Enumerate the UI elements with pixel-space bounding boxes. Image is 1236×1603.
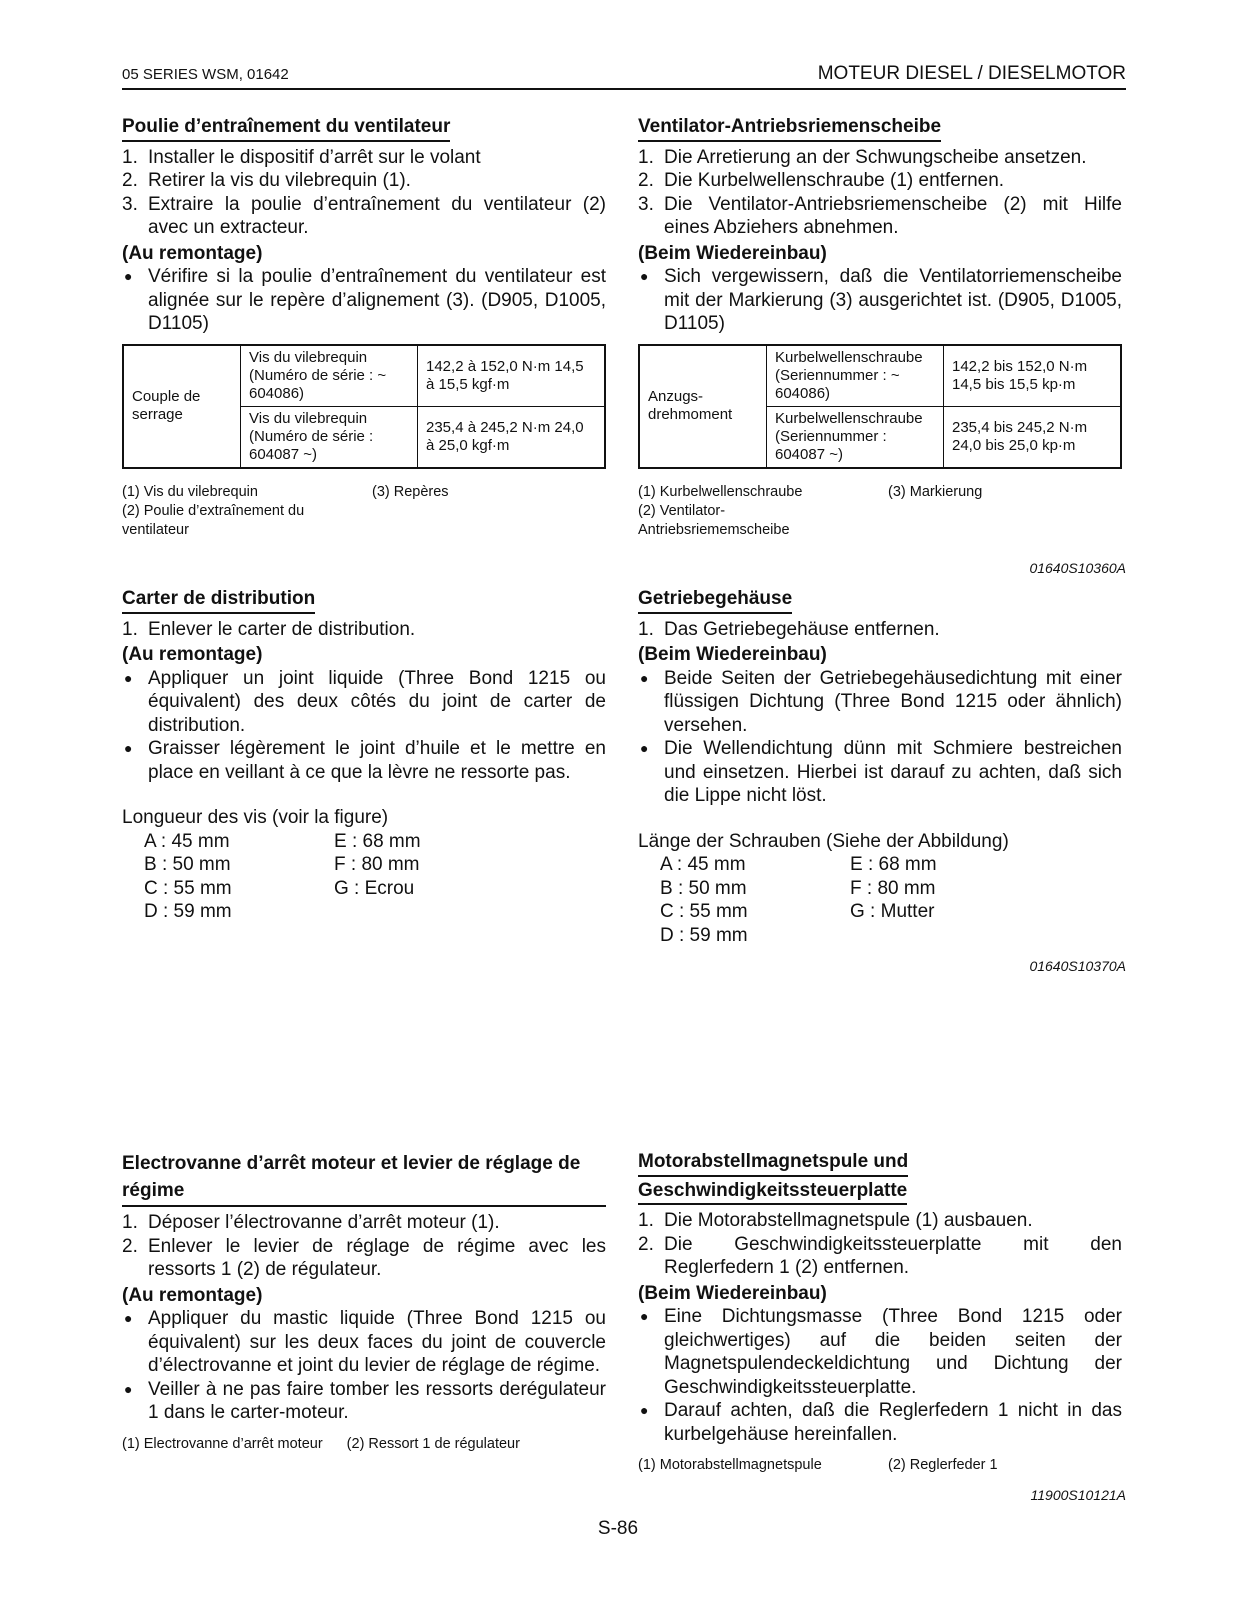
- section-title: Carter de distribution: [122, 587, 315, 614]
- list-item: 1. Die Motorabstellmagnetspule (1) ausbauen.: [638, 1210, 1033, 1231]
- section-fan-pulley-fr: [122, 115, 606, 540]
- figure-legend: (1) Vis du vilebrequin (2) Poulie d’extraînement du ventilateur (3) Repères: [122, 483, 449, 538]
- list-item: ● Graisser légèrement le joint d’huile et le mettre en place en veillant à ce que la lèvre ne ressorte pas.: [122, 737, 606, 784]
- length-list: A : 45 mm E : 68 mm B : 50 mm F : 80 mm C : 55 mm G : Mutter D : 59 mm: [660, 854, 937, 946]
- subheading: (Beim Wiedereinbau): [638, 1282, 827, 1304]
- list-item: 3. Die Ventilator-Antriebsriemenscheibe (2) mit Hilfe eines Abziehers abnehmen.: [638, 193, 1122, 238]
- reference-code: 01640S10360A: [1029, 560, 1126, 576]
- section-title: Motorabstellmagnetspule und: [638, 1150, 908, 1177]
- section-title: Ventilator-Antriebsriemenscheibe: [638, 115, 941, 142]
- length-title: Länge der Schrauben (Siehe der Abbildung): [638, 830, 1009, 852]
- list-item: 3. Extraire la poulie d’entraînement du ventilateur (2) avec un extracteur.: [122, 193, 606, 238]
- list-item: 1. Das Getriebegehäuse entfernen.: [638, 618, 940, 640]
- list-item: 2. Die Kurbelwellenschraube (1) entfernen.: [638, 170, 1005, 191]
- length-list: A : 45 mm E : 68 mm B : 50 mm F : 80 mm C : 55 mm G : Ecrou D : 59 mm: [144, 830, 421, 922]
- subheading: (Beim Wiedereinbau): [638, 644, 827, 665]
- section-stop-solenoid-de: [638, 1150, 1122, 1475]
- list-item: ● Vérifire si la poulie d’entraînement du ventilateur est alignée sur le repère d’alignement (3). (D905, D1005, D1105): [122, 265, 606, 336]
- section-title: Electrovanne d’arrêt moteur et levier de réglage de régime: [122, 1150, 606, 1207]
- subheading: (Au remontage): [122, 1284, 263, 1306]
- subheading: (Au remontage): [122, 242, 263, 264]
- list-item: 1. Enlever le carter de distribution.: [122, 618, 416, 640]
- list-item: 1. Installer le dispositif d’arrêt sur le volant: [122, 146, 481, 168]
- list-item: ● Die Wellendichtung dünn mit Schmiere bestreichen und einsetzen. Hierbei ist darauf zu achten, daß sich die Lippe nicht löst.: [638, 737, 1122, 808]
- list-item: ● Eine Dichtungsmasse (Three Bond 1215 oder gleichwertiges) auf die beiden seiten der Magnetspulendeckeldichtung und Dichtung der Geschwindigkeitssteuerplatte.: [638, 1305, 1122, 1399]
- section-timing-case-fr: [122, 587, 606, 924]
- header-left: 05 SERIES WSM, 01642: [122, 66, 289, 83]
- figure-legend: (1) Kurbelwellenschraube (2) Ventilator-Antriebsriememscheibe (3) Markierung: [638, 483, 983, 538]
- section-title-line2: Geschwindigkeitssteuerplatte: [638, 1179, 907, 1206]
- list-item: ● Appliquer du mastic liquide (Three Bond 1215 ou équivalent) sur les deux faces du joint de couvercle d’électrovanne et joint du levier de réglage de régime.: [122, 1307, 606, 1378]
- list-item: 2. Retirer la vis du vilebrequin (1).: [122, 170, 411, 191]
- header-right: MOTEUR DIESEL / DIESELMOTOR: [817, 63, 1126, 84]
- reference-code: 01640S10370A: [1029, 958, 1126, 974]
- section-stop-solenoid-fr: [122, 1150, 606, 1454]
- section-timing-case-de: [638, 587, 1122, 947]
- section-title: Poulie d’entraînement du ventilateur: [122, 115, 450, 142]
- torque-table: Couple de serrage Vis du vilebrequin (Numéro de série : ~ 604086) 142,2 à 152,0 N·m 14,5 à 15,5 kgf·m Vis du vilebrequin (Numéro de série : 604087 ~) 235,4 à 245,2 N·m 24,0 à 25,0 kgf·m: [122, 344, 606, 469]
- figure-legend: (1) Motorabstellmagnetspule (2) Reglerfeder 1: [638, 1457, 998, 1473]
- reference-code: 11900S10121A: [1030, 1487, 1126, 1503]
- list-item: ● Beide Seiten der Getriebegehäusedichtung mit einer flüssigen Dichtung (Three Bond 1215 oder ähnlich) versehen.: [638, 667, 1122, 738]
- list-item: 1. Déposer l’électrovanne d’arrêt moteur (1).: [122, 1212, 500, 1233]
- torque-table: Anzugs-drehmoment Kurbelwellenschraube (Seriennummer : ~ 604086) 142,2 bis 152,0 N·m 14,5 bis 15,5 kp·m Kurbelwellenschraube (Seriennummer : 604087 ~) 235,4 bis 245,2 N·m 24,0 bis 25,0 kp·m: [638, 344, 1122, 469]
- list-item: ● Veiller à ne pas faire tomber les ressorts derégulateur 1 dans le carter-moteur.: [122, 1378, 606, 1425]
- list-item: 2. Enlever le levier de réglage de régime avec les ressorts 1 (2) de régulateur.: [122, 1235, 606, 1280]
- length-title: Longueur des vis (voir la figure): [122, 807, 389, 828]
- list-item: ● Sich vergewissern, daß die Ventilatorriemenscheibe mit der Markierung (3) ausgerichtet ist. (D905, D1005, D1105): [638, 265, 1122, 336]
- list-item: 1. Die Arretierung an der Schwungscheibe ansetzen.: [638, 146, 1087, 168]
- list-item: ● Darauf achten, daß die Reglerfedern 1 nicht in das kurbelgehäuse hereinfallen.: [638, 1399, 1122, 1446]
- subheading: (Au remontage): [122, 644, 263, 665]
- figure-legend: (1) Electrovanne d’arrêt moteur (2) Ressort 1 de régulateur: [122, 1435, 520, 1452]
- list-item: 2. Die Geschwindigkeitssteuerplatte mit den Reglerfedern 1 (2) entfernen.: [638, 1233, 1122, 1278]
- page-number: S-86: [597, 1518, 639, 1539]
- section-title: Getriebegehäuse: [638, 587, 792, 614]
- subheading: (Beim Wiedereinbau): [638, 242, 827, 264]
- list-item: ● Appliquer un joint liquide (Three Bond 1215 ou équivalent) des deux côtés du joint de carter de distribution.: [122, 667, 606, 738]
- header-rule: [122, 88, 1126, 90]
- section-fan-pulley-de: [638, 115, 1122, 540]
